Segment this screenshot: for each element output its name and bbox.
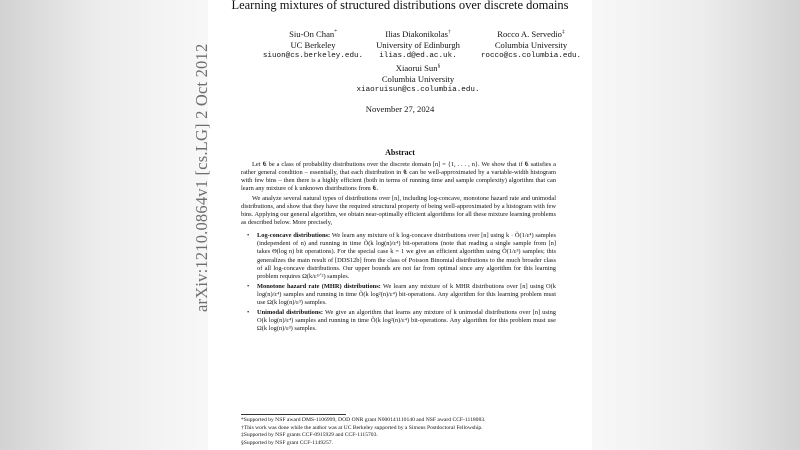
paper-title: Learning mixtures of structured distributions over discrete domains [231,0,569,12]
author-name: Xiaorui Sun§ [395,62,441,73]
author-block [258,27,368,62]
arxiv-identifier: arXiv:1210.0864v1 [cs.LG] 2 Oct 2012 [192,43,211,312]
list-item [241,309,556,333]
footnote-mark: § [437,63,441,69]
author-email: siuon@cs.berkeley.edu. [262,51,364,60]
list-item-text: We give an algorithm that learns any mixture of k unimodal distributions over [n] using O(k log(n)/ε⁴) samples and running in time Õ(k log²(n)/ε⁴) bit-operations. Any algorithm for this problem must use Ω(k log(n)/ε³) samples. [257,308,556,332]
footnote: *Supported by NSF award DMS-1106999, DOD ONR grant N000141110140 and NSF award CCF-1118083. [241,417,486,423]
list-item [241,232,556,280]
author-affiliation: UC Berkeley [290,39,336,50]
author-email: rocco@cs.columbia.edu. [480,51,582,60]
list-item-heading: Unimodal distributions: [257,308,324,316]
abstract-body [241,161,556,333]
abstract-paragraph: Let 𝕮 be a class of probability distributions over the discrete domain [n] = {1, . . . , n}. We show that if 𝕮 satisfies a rather general condition – essentially, that each distribution in 𝕮 can be well-approximated by a variable-width histogram with few bins – then there is a highly efficient (both in terms of running time and sample complexity) algorithm that can learn any mixture of k unknown distributions from 𝕮. [241,161,556,193]
author-affiliation: Columbia University [381,73,455,84]
results-list [241,232,556,333]
list-item-heading: Monotone hazard rate (MHR) distributions: [257,282,381,290]
footnote-divider [241,414,346,415]
author-affiliation: University of Edinburgh [376,39,460,50]
author-affiliation: Columbia University [494,39,568,50]
author-block [338,61,498,96]
list-item-text: We learn any mixture of k MHR distributions over [n] using O(k log(n)/ε⁴) samples and running in time Õ(k log²(n)/ε⁴) bit-operations. Any algorithm for this learning problem must use Ω(k log(n)/ε³) samples. [257,282,556,306]
author-email: xiaoruisun@cs.columbia.edu. [356,85,480,94]
list-item-heading: Log-concave distributions: [257,232,331,240]
author-block [476,27,586,62]
bullet-icon: • [247,232,250,240]
author-block [358,27,478,62]
paper-date: November 27, 2024 [365,104,435,114]
footnote-mark: † [448,29,451,35]
footnote: ‡Supported by NSF grants CCF-0915929 and CCF-1115703. [241,432,378,439]
abstract-heading: Abstract [385,148,415,157]
author-name: Ilias Diakonikolas† [385,28,451,39]
footnote: §Supported by NSF grant CCF-1149257. [241,439,333,446]
author-email: ilias.d@ed.ac.uk. [379,51,457,60]
bullet-icon: • [247,282,250,290]
abstract-paragraph: We analyze several natural types of distributions over [n], including log-concave, monotone hazard rate and unimodal distributions, and show that they have the required structural property of being well-approximated by a histogram with few bins. Applying our general algorithm, we obtain near-optimally efficient algorithms for all these mixture learning problems as described below. More precisely, [241,195,556,227]
bullet-icon: • [247,308,250,316]
footnote-mark: * [334,29,337,35]
author-name: Rocco A. Servedio‡ [497,28,565,39]
footnotes [241,417,581,447]
paper-page [192,0,592,450]
list-item-text: We learn any mixture of k log-concave distributions over [n] using k · Õ(1/ε⁴) samples (independent of n) and running in time Õ(k log(n)/ε⁴) bit-operations (note that reading a single sample from [n] takes Θ(log n) bit operations). For the special case k = 1 we give an efficient algorithm using Õ(1/ε³) samples; this generalizes the main result of [DDS12b] from the class of Poisson Binomial distributions to the much broader class of all log-concave distributions. Our upper bounds are not far from optimal since any algorithm for this learning problem requires Ω(k/ε⁵ᐟ²) samples. [257,232,557,280]
author-name: Siu-On Chan* [289,28,337,39]
footnote-mark: ‡ [561,29,565,35]
footnote: †This work was done while the author was at UC Berkeley supported by a Simons Postdoctoral Fellowship. [241,424,483,431]
list-item [241,283,556,307]
